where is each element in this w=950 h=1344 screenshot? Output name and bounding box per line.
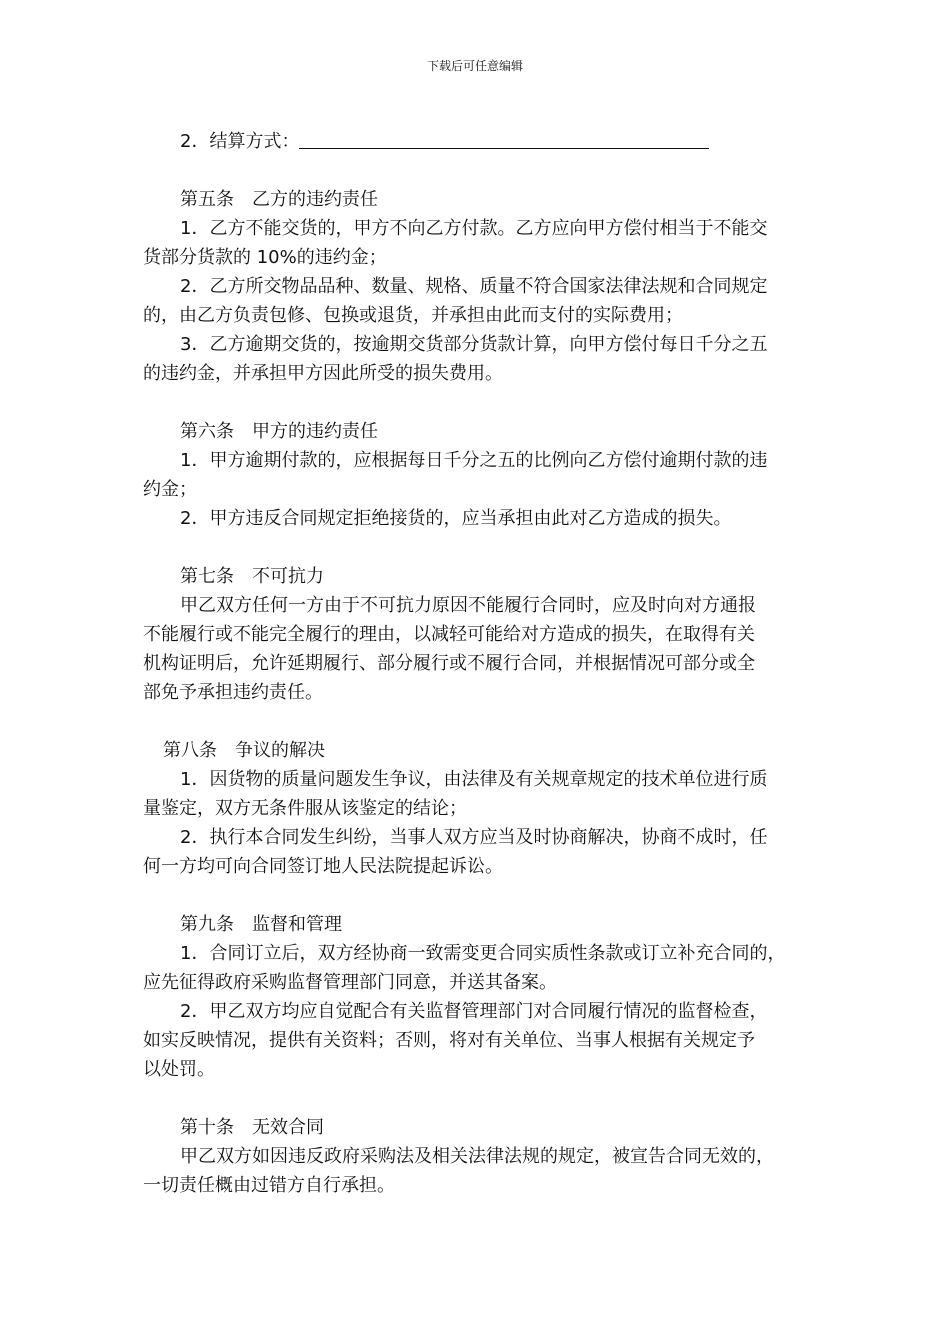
settlement-method-blank (299, 128, 709, 149)
article-6-heading: 第六条 甲方的违约责任 (180, 421, 378, 442)
article-8-item-1-line-1: 1．因货物的质量问题发生争议，由法律及有关规章规定的技术单位进行质 (180, 769, 768, 790)
article-7-heading: 第七条 不可抗力 (180, 566, 324, 587)
contract-body (143, 127, 811, 1200)
article-6-item-2-line-1: 2．甲方违反合同规定拒绝接货的，应当承担由此对乙方造成的损失。 (180, 508, 732, 529)
article-6-item-1-line-2: 约金； (143, 479, 197, 500)
article-9-item-2-line-3: 以处罚。 (143, 1059, 215, 1080)
article-5-item-1-line-2: 货部分货款的 10%的违约金； (143, 247, 387, 268)
settlement-method-label: 2．结算方式： (180, 131, 300, 152)
article-8-item-2-line-1: 2．执行本合同发生纠纷，当事人双方应当及时协商解决，协商不成时，任 (180, 827, 768, 848)
article-5-item-3-line-2: 的违约金，并承担甲方因此所受的损失费用。 (143, 363, 503, 384)
article-5-item-2-line-2: 的，由乙方负责包修、包换或退货，并承担由此而支付的实际费用； (143, 305, 683, 326)
article-5-item-3-line-1: 3．乙方逾期交货的，按逾期交货部分货款计算，向甲方偿付每日千分之五 (180, 334, 768, 355)
page-header: 下载后可任意编辑 (426, 59, 523, 73)
article-9-item-2-line-1: 2．甲乙双方均应自觉配合有关监督管理部门对合同履行情况的监督检查， (180, 1001, 768, 1022)
article-6-item-1-line-1: 1．甲方逾期付款的，应根据每日千分之五的比例向乙方偿付逾期付款的违 (180, 450, 768, 471)
article-7-line-2: 不能履行或不能完全履行的理由，以减轻可能给对方造成的损失，在取得有关 (143, 624, 755, 645)
article-8-item-1-line-2: 量鉴定，双方无条件服从该鉴定的结论； (143, 798, 467, 819)
article-8-heading: 第八条 争议的解决 (163, 740, 325, 761)
article-9-item-2-line-2: 如实反映情况，提供有关资料；否则，将对有关单位、当事人根据有关规定予 (143, 1030, 755, 1051)
article-10-line-1: 甲乙双方如因违反政府采购法及相关法律法规的规定，被宣告合同无效的， (180, 1146, 774, 1167)
article-5-item-2-line-1: 2．乙方所交物品品种、数量、规格、质量不符合国家法律法规和合同规定 (180, 276, 768, 297)
article-9-item-1-line-1: 1．合同订立后，双方经协商一致需变更合同实质性条款或订立补充合同的， (180, 943, 786, 964)
article-5-heading: 第五条 乙方的违约责任 (180, 189, 378, 210)
article-5-item-1-line-1: 1．乙方不能交货的，甲方不向乙方付款。乙方应向甲方偿付相当于不能交 (180, 218, 768, 239)
article-7-line-3: 机构证明后，允许延期履行、部分履行或不履行合同，并根据情况可部分或全 (143, 653, 755, 674)
article-8-item-2-line-2: 何一方均可向合同签订地人民法院提起诉讼。 (143, 856, 503, 877)
article-9-heading: 第九条 监督和管理 (180, 914, 342, 935)
article-7-line-4: 部免予承担违约责任。 (143, 682, 323, 703)
article-7-line-1: 甲乙双方任何一方由于不可抗力原因不能履行合同时，应及时向对方通报 (180, 595, 756, 616)
settlement-method-line (143, 127, 811, 156)
article-10-heading: 第十条 无效合同 (180, 1117, 324, 1138)
article-10-line-2: 一切责任概由过错方自行承担。 (143, 1175, 395, 1196)
article-9-item-1-line-2: 应先征得政府采购监督管理部门同意，并送其备案。 (143, 972, 557, 993)
